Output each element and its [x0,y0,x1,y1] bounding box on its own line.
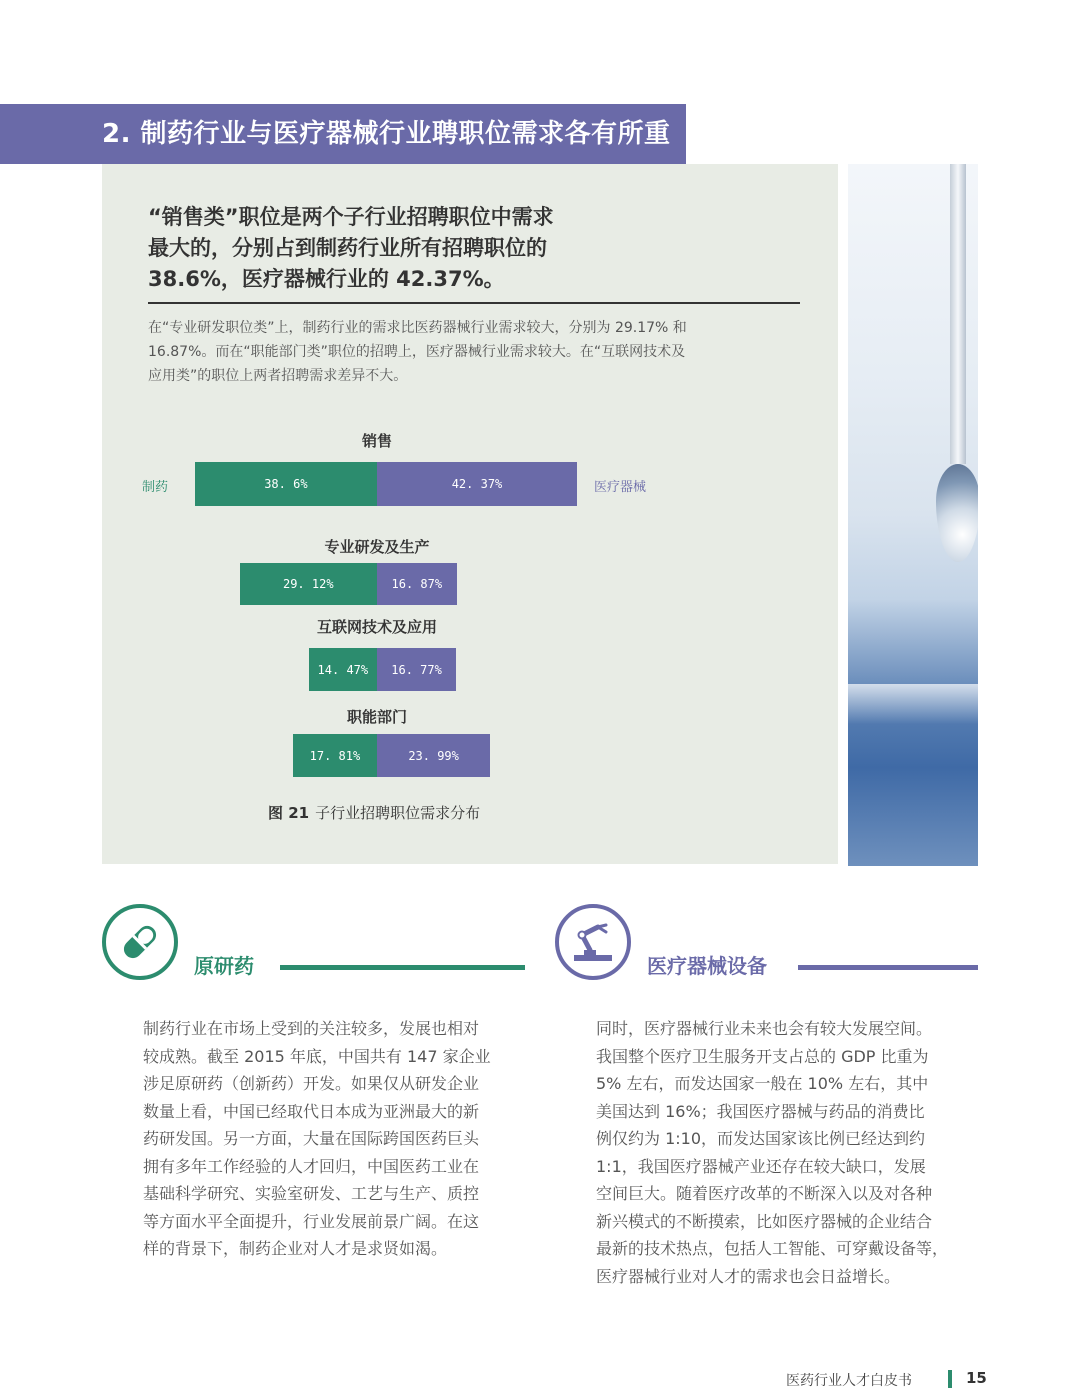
lab-photo [848,164,978,866]
section-divider-green [280,965,525,970]
section-title-medical-device: 医疗器械设备 [647,954,767,978]
legend-device: 医疗器械 [594,480,647,495]
bar-value-label: 38. 6% [264,477,308,491]
category-label: 职能部门 [346,708,407,726]
droplet-shape [936,464,978,562]
bar-pharma [293,734,377,777]
body-line: 基础科学研究、实验室研发、工艺与生产、质控 [143,1184,480,1203]
body-line: 同时，医疗器械行业未来也会有较大发展空间。 [596,1019,933,1038]
page-number: 15 [966,1369,987,1387]
test-tube-highlight [848,684,978,724]
section-body-original-drug [143,1015,529,1263]
footer-divider [948,1370,952,1388]
bar-device [377,563,457,605]
intro-line: 在“专业研发职位类”上，制药行业的需求比医药器械行业需求较大，分别为 29.17% 和 [148,320,687,336]
headline-line: “销售类”职位是两个子行业招聘职位中需求 [148,205,554,229]
body-line: 最新的技术热点，包括人工智能、可穿戴设备等， [596,1239,949,1258]
section-title-original-drug: 原研药 [194,954,254,978]
body-line: 较成熟。截至 2015 年底，中国共有 147 家企业 [143,1046,491,1066]
bar-pharma [240,563,377,605]
caption-text: 子行业招聘职位需求分布 [315,804,481,822]
body-line: 新兴模式的不断摸索，比如医疗器械的企业结合 [596,1211,933,1231]
body-line: 拥有多年工作经验的人才回归，中国医药工业在 [143,1156,480,1176]
headline-line: 最大的，分别占到制药行业所有招聘职位的 [148,236,547,260]
legend-pharma: 制药 [142,480,169,495]
body-line: 制药行业在市场上受到的关注较多，发展也相对 [143,1019,480,1038]
intro-paragraph [148,316,808,388]
bar-value-label: 16. 87% [391,577,443,591]
caption-number: 图 21 [268,804,310,822]
body-line: 我国整个医疗卫生服务开支占总的 GDP 比重为 [596,1046,929,1066]
body-line: 空间巨大。随着医疗改革的不断深入以及对各种 [596,1184,933,1203]
category-label: 互联网技术及应用 [316,618,437,636]
page-title: 2. 制药行业与医疗器械行业聘职位需求各有所重 [102,119,671,149]
body-line: 例仅约为 1:10，而发达国家该比例已经达到约 [596,1129,926,1148]
body-line: 5% 左右，而发达国家一般在 10% 左右，其中 [596,1074,929,1093]
bar-value-label: 23. 99% [408,748,459,763]
body-line: 数量上看，中国已经取代日本成为亚洲最大的新 [143,1101,480,1121]
headline [148,202,628,295]
headline-line: 38.6%，医疗器械行业的 42.37%。 [148,267,505,291]
body-line: 医疗器械行业对人才的需求也会日益增长。 [596,1266,901,1286]
bar-value-label: 17. 81% [309,748,361,763]
bar-value-label: 29. 12% [282,577,334,591]
body-line: 药研发国。另一方面，大量在国际跨国医药巨头 [143,1129,480,1148]
bar-value-label: 14. 47% [317,662,369,677]
bar-device [377,734,490,777]
intro-line: 应用类”的职位上两者招聘需求差异不大。 [148,368,408,384]
body-line: 美国达到 16%；我国医疗器械与药品的消费比 [596,1101,925,1121]
bar-pharma [195,462,377,506]
body-line: 等方面水平全面提升，行业发展前景广阔。在这 [143,1211,480,1231]
robot-arm-icon [555,904,631,980]
body-line: 1:1，我国医疗器械产业还存在较大缺口，发展 [596,1156,926,1176]
bar-device [377,648,456,691]
footer-book-title: 医药行业人才白皮书 [786,1373,912,1389]
section-title-bar [0,104,686,164]
chart-caption [268,802,480,823]
body-line: 涉足原研药（创新药）开发。如果仅从研发企业 [143,1074,480,1093]
category-label: 销售 [361,432,392,450]
category-label: 专业研发及生产 [324,538,430,556]
headline-divider [148,302,800,304]
section-body-medical-device [596,1015,982,1290]
pipette-shape [950,164,966,464]
body-line: 样的背景下，制药企业对人才是求贤如渴。 [143,1239,448,1258]
bar-device [377,462,577,506]
bar-value-label: 42. 37% [451,477,503,491]
capsule-icon [102,904,178,980]
section-divider-purple [798,965,978,970]
bar-pharma [309,648,377,691]
bar-value-label: 16. 77% [391,662,442,677]
intro-line: 16.87%。而在“职能部门类”职位的招聘上，医疗器械行业需求较大。在“互联网技术及 [148,344,686,360]
